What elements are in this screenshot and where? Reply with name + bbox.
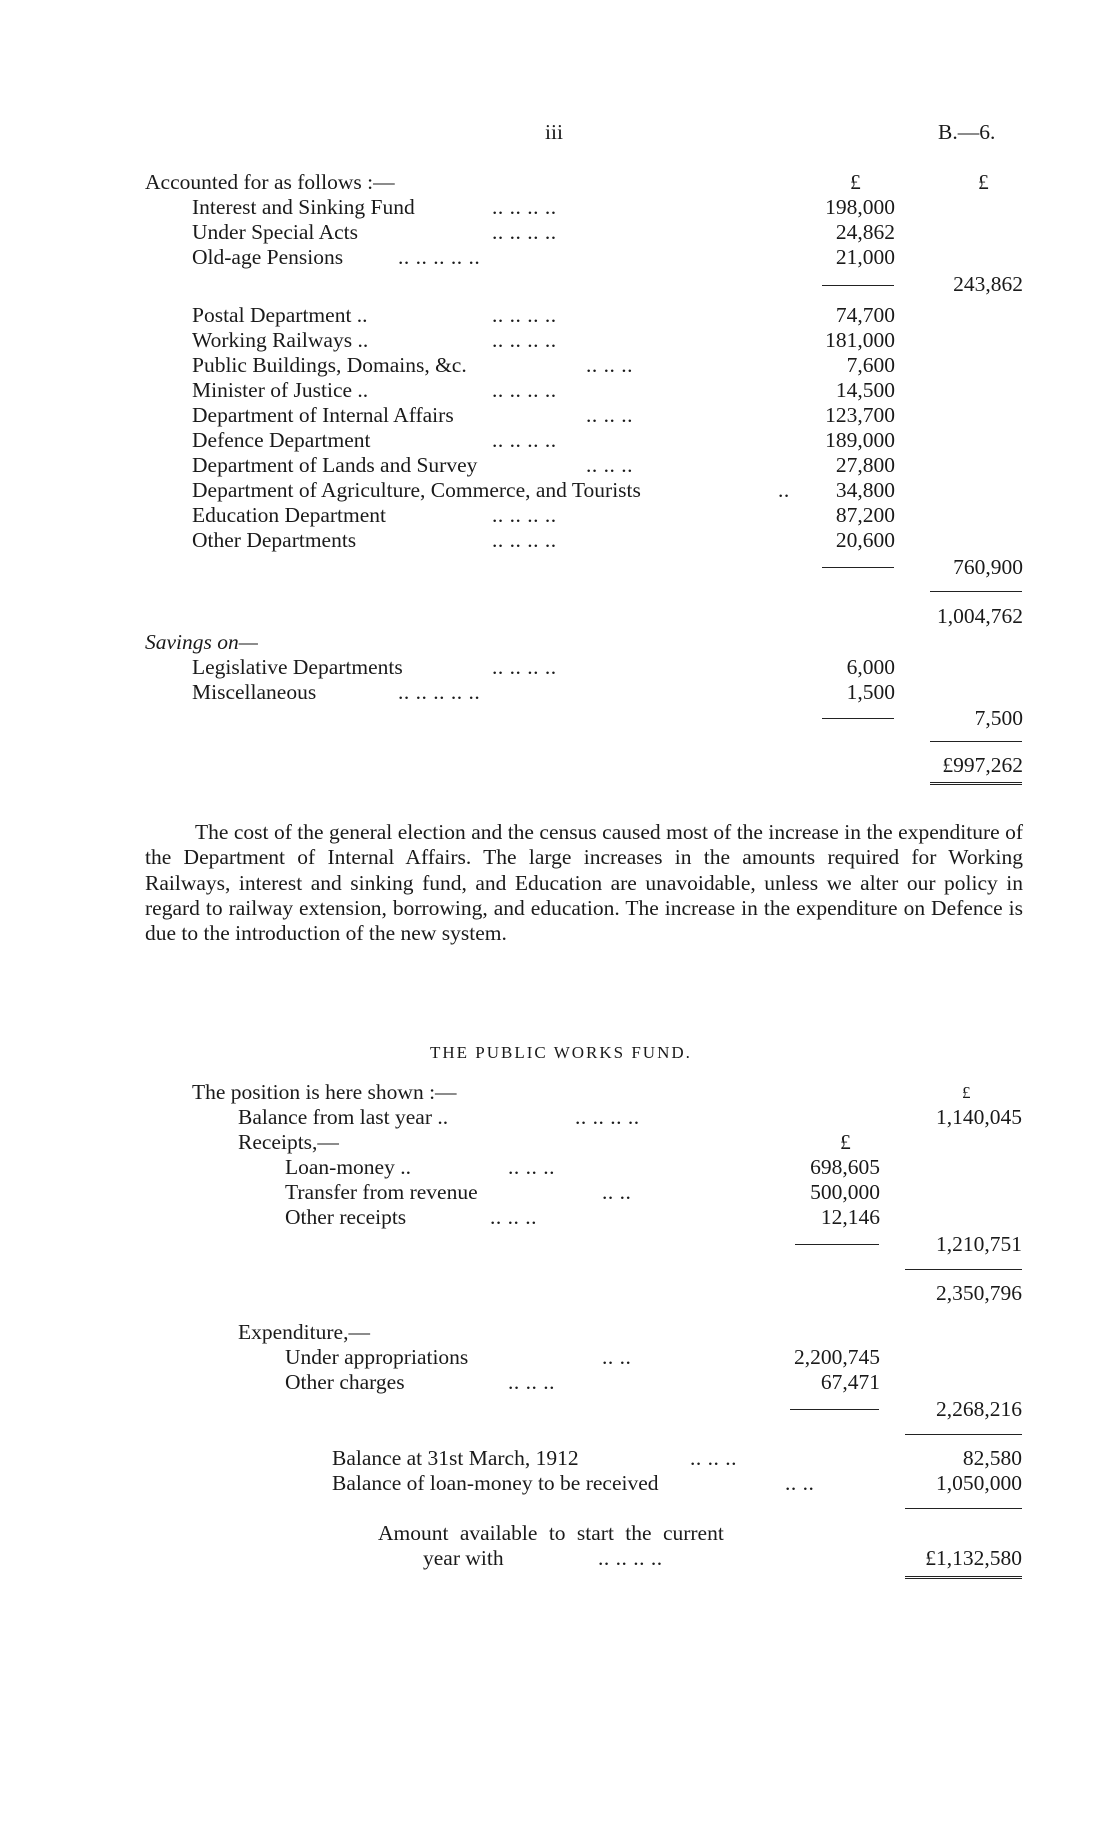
row-amount: 2,200,745: [794, 1345, 880, 1369]
row-amount: 1,140,045: [936, 1105, 1022, 1129]
row-label: Other charges: [285, 1370, 405, 1394]
page-number: iii: [545, 120, 563, 144]
row-leader: .. .. .. ..: [575, 1105, 640, 1129]
sum-rule: [930, 741, 1022, 742]
accounts-intro: Accounted for as follows :—: [145, 170, 395, 194]
row-amount: 181,000: [825, 328, 895, 352]
row-amount: 1,050,000: [936, 1471, 1022, 1495]
available-line1: Amount available to start the current: [378, 1521, 724, 1545]
row-leader: .. .. ..: [586, 403, 633, 427]
row-leader: .. ..: [602, 1180, 632, 1204]
row-amount: 82,580: [962, 1446, 1022, 1470]
row-label: Under Special Acts: [192, 220, 358, 244]
row-amount: 1,500: [846, 680, 895, 704]
row-leader: .. .. .. .. ..: [398, 245, 481, 269]
row-amount: 87,200: [835, 503, 895, 527]
row-label: Defence Department: [192, 428, 371, 452]
row-label: Other receipts: [285, 1205, 407, 1229]
sum-rule: [822, 285, 894, 286]
available-line2: year with: [423, 1546, 504, 1570]
row-leader: .. .. ..: [586, 453, 633, 477]
row-leader: .. .. .. ..: [492, 655, 557, 679]
sum-rule: [905, 1434, 1022, 1435]
commentary-paragraph: The cost of the general election and the census caused most of the increase in the expenditure of the Department of Internal Affairs. The large increases in the amounts required for Working Railways, interest and sinking fund, and Education are unavoidable, unless we alter our policy in regard to railway extension, borrowing, and education. The increase in the expenditure on Defence is due to the introduction of the new system.: [145, 820, 1023, 946]
sum-rule: [822, 718, 894, 719]
sum-rule: [795, 1244, 879, 1245]
row-label: Legislative Departments: [192, 655, 403, 679]
pwf-intro: The position is here shown :—: [192, 1080, 457, 1104]
receipts-total: 1,210,751: [936, 1232, 1022, 1256]
row-label: Department of Lands and Survey: [192, 453, 478, 477]
row-label: Postal Department ..: [192, 303, 368, 327]
row-label: Loan-money ..: [285, 1155, 411, 1179]
row-amount: 21,000: [835, 245, 895, 269]
row-label: Balance of loan-money to be received: [332, 1471, 659, 1495]
row-leader: .. .. .. ..: [492, 328, 557, 352]
subtotal: 1,004,762: [937, 604, 1023, 628]
row-leader: .. .. .. ..: [492, 428, 557, 452]
sum-rule: [822, 567, 894, 568]
col2-currency: £: [978, 170, 989, 194]
sum-rule: [790, 1409, 879, 1410]
row-label: Other Departments: [192, 528, 357, 552]
available-leader: .. .. .. ..: [598, 1546, 663, 1570]
row-label: Old-age Pensions: [192, 245, 344, 269]
row-label: Education Department: [192, 503, 387, 527]
row-label: Miscellaneous: [192, 680, 317, 704]
row-label: Balance from last year ..: [238, 1105, 449, 1129]
row-label: Minister of Justice ..: [192, 378, 369, 402]
row-leader: .. .. ..: [586, 353, 633, 377]
row-amount: 67,471: [820, 1370, 880, 1394]
row-leader: .. .. .. ..: [492, 503, 557, 527]
row-leader: .. .. .. ..: [492, 303, 557, 327]
grand-total: £997,262: [942, 753, 1023, 777]
combined-total: 2,350,796: [936, 1281, 1022, 1305]
row-leader: .. .. ..: [508, 1155, 555, 1179]
row-amount: 123,700: [825, 403, 895, 427]
row-amount: 14,500: [835, 378, 895, 402]
row-amount: 7,600: [846, 353, 895, 377]
row-leader: .. .. .. .. ..: [398, 680, 481, 704]
row-label: Transfer from revenue: [285, 1180, 478, 1204]
pwf-col2-currency: £: [962, 1083, 971, 1102]
row-amount: 12,146: [820, 1205, 880, 1229]
double-rule: [905, 1576, 1022, 1579]
row-leader: ..: [778, 478, 790, 502]
row-leader: .. .. ..: [490, 1205, 537, 1229]
row-label: Department of Agriculture, Commerce, and Tourists: [192, 478, 641, 502]
row-leader: .. .. .. ..: [492, 195, 557, 219]
row-amount: 34,800: [835, 478, 895, 502]
row-leader: .. .. ..: [690, 1446, 737, 1470]
row-label: Under appropriations: [285, 1345, 469, 1369]
sum-rule: [905, 1508, 1022, 1509]
double-rule: [930, 782, 1022, 785]
row-amount: 20,600: [835, 528, 895, 552]
available-total: £1,132,580: [925, 1546, 1022, 1570]
row-amount: 27,800: [835, 453, 895, 477]
receipts-heading: Receipts,—: [238, 1130, 339, 1154]
row-amount: 74,700: [835, 303, 895, 327]
sum-rule: [930, 591, 1022, 592]
row-label: Working Railways ..: [192, 328, 369, 352]
row-amount: 198,000: [825, 195, 895, 219]
row-label: Department of Internal Affairs: [192, 403, 454, 427]
row-leader: .. .. .. ..: [492, 220, 557, 244]
group2-total: 760,900: [953, 555, 1023, 579]
row-leader: .. ..: [785, 1471, 815, 1495]
section-title: THE PUBLIC WORKS FUND.: [430, 1043, 692, 1062]
row-leader: .. .. ..: [508, 1370, 555, 1394]
sum-rule: [905, 1269, 1022, 1270]
savings-heading: Savings on—: [145, 630, 258, 654]
savings-total: 7,500: [974, 706, 1023, 730]
row-amount: 500,000: [810, 1180, 880, 1204]
expenditure-heading: Expenditure,—: [238, 1320, 370, 1344]
row-amount: 6,000: [846, 655, 895, 679]
row-amount: 24,862: [835, 220, 895, 244]
row-label: Interest and Sinking Fund: [192, 195, 415, 219]
pwf-col1-currency: £: [840, 1130, 851, 1154]
row-label: Public Buildings, Domains, &c.: [192, 353, 467, 377]
expenditure-total: 2,268,216: [936, 1397, 1022, 1421]
row-amount: 189,000: [825, 428, 895, 452]
document-reference: B.—6.: [938, 120, 996, 144]
group1-total: 243,862: [953, 272, 1023, 296]
row-leader: .. .. .. ..: [492, 378, 557, 402]
col1-currency: £: [850, 170, 861, 194]
row-label: Balance at 31st March, 1912: [332, 1446, 579, 1470]
row-amount: 698,605: [810, 1155, 880, 1179]
row-leader: .. .. .. ..: [492, 528, 557, 552]
row-leader: .. ..: [602, 1345, 632, 1369]
